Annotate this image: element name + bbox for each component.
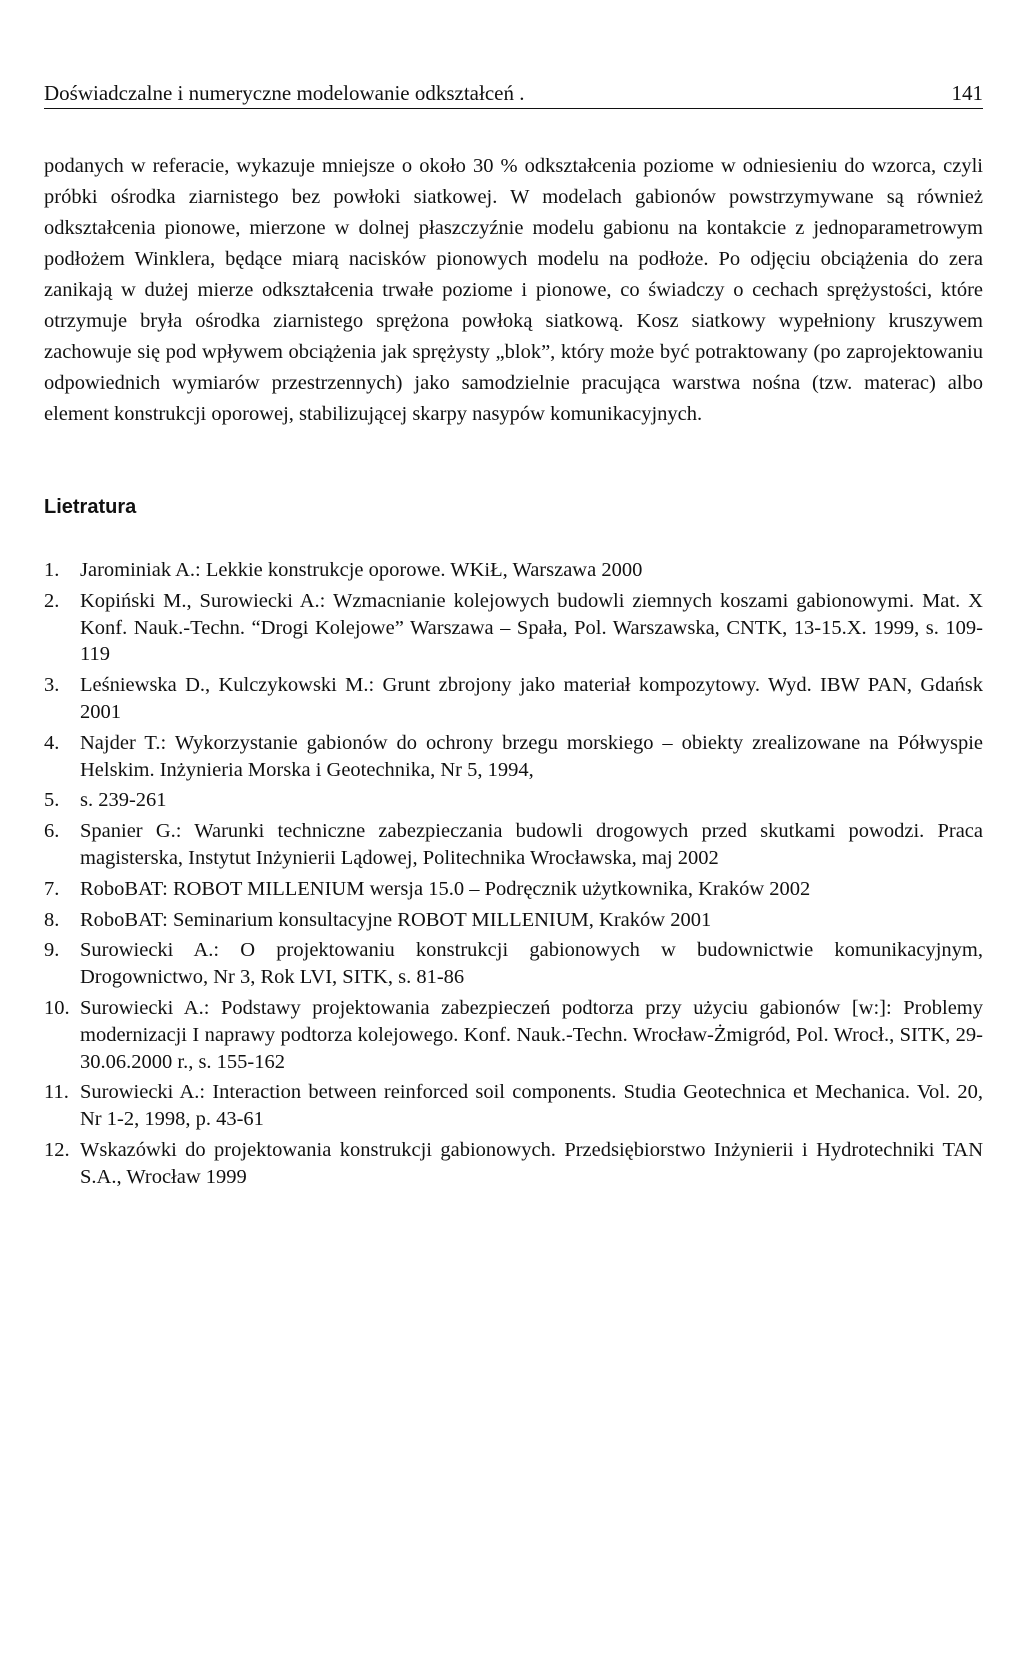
reference-item xyxy=(44,557,983,584)
reference-text: Surowiecki A.: Podstawy projektowania zabezpieczeń podtorza przy użyciu gabionów [w:]: Problemy modernizacji I naprawy podtorza kolejowego. Konf. Nauk.-Techn. Wrocław-Żmigród, Pol. Wrocł., SITK, 29-30.06.2000 r., s. 155-162 xyxy=(80,996,983,1073)
body-paragraph: podanych w referacie, wykazuje mniejsze o około 30 % odkształcenia poziome w odniesieniu do wzorca, czyli próbki ośrodka ziarnistego bez powłoki siatkowej. W modelach gabionów powstrzymywane są również odkształcenia pionowe, mierzone w dolnej płaszczyźnie modelu gabionu na kontakcie z jednoparametrowym podłożem Winklera, będące miarą nacisków pionowych modelu na podłoże. Po odjęciu obciążenia do zera zanikają w dużej mierze odkształcenia trwałe poziome i pionowe, co świadczy o cechach sprężystości, które otrzymuje bryła ośrodka ziarnistego sprężona powłoką siatkową. Kosz siatkowy wypełniony kruszywem zachowuje się pod wpływem obciążenia jak sprężysty „blok”, który może być potraktowany (po zaprojektowaniu odpowiednich wymiarów przestrzennych) jako samodzielnie pracująca warstwa nośna (tzw. materac) albo element konstrukcji oporowej, stabilizującej skarpy nasypów komunikacyjnych. xyxy=(44,155,983,425)
running-header xyxy=(44,80,983,109)
reference-list xyxy=(44,557,983,1191)
reference-number: 12. xyxy=(44,1138,70,1161)
reference-item xyxy=(44,672,983,726)
page-number: 141 xyxy=(951,81,983,105)
reference-item xyxy=(44,1137,983,1191)
reference-item xyxy=(44,818,983,872)
reference-text: Kopiński M., Surowiecki A.: Wzmacnianie kolejowych budowli ziemnych koszami gabionowymi. Mat. X Konf. Nauk.-Techn. “Drogi Kolejowe” Warszawa – Spała, Pol. Warszawska, CNTK, 13-15.X. 1999, s. 109-119 xyxy=(80,589,983,666)
reference-number: 5. xyxy=(44,789,60,812)
reference-item xyxy=(44,876,983,903)
reference-number: 9. xyxy=(44,939,60,962)
reference-text: RoboBAT: Seminarium konsultacyjne ROBOT MILLENIUM, Kraków 2001 xyxy=(80,908,712,931)
section-heading-literature: Lietratura xyxy=(44,496,137,518)
reference-number: 8. xyxy=(44,908,60,931)
reference-text: Leśniewska D., Kulczykowski M.: Grunt zbrojony jako materiał kompozytowy. Wyd. IBW PAN, Gdańsk 2001 xyxy=(80,674,983,723)
reference-text: Jarominiak A.: Lekkie konstrukcje oporowe. WKiŁ, Warszawa 2000 xyxy=(80,559,643,581)
reference-item xyxy=(44,907,983,934)
reference-item xyxy=(44,995,983,1075)
reference-text: Spanier G.: Warunki techniczne zabezpieczania budowli drogowych przed skutkami powodzi. Praca magisterska, Instytut Inżynierii Lądowej, Politechnika Wrocławska, maj 2002 xyxy=(80,820,983,869)
reference-number: 11. xyxy=(44,1081,69,1104)
reference-text: RoboBAT: ROBOT MILLENIUM wersja 15.0 – Podręcznik użytkownika, Kraków 2002 xyxy=(80,877,811,900)
running-header-title: Doświadczalne i numeryczne modelowanie odkształceń . xyxy=(44,81,525,105)
reference-item xyxy=(44,937,983,991)
reference-number: 7. xyxy=(44,877,60,900)
reference-number: 2. xyxy=(44,589,60,612)
reference-number: 10. xyxy=(44,996,70,1019)
reference-item xyxy=(44,588,983,668)
reference-text: Wskazówki do projektowania konstrukcji gabionowych. Przedsiębiorstwo Inżynierii i Hydrotechniki TAN S.A., Wrocław 1999 xyxy=(80,1138,983,1188)
reference-number: 4. xyxy=(44,731,60,754)
reference-text: Surowiecki A.: O projektowaniu konstrukcji gabionowych w budownictwie komunikacyjnym, Drogownictwo, Nr 3, Rok LVI, SITK, s. 81-86 xyxy=(80,939,983,989)
reference-text: Surowiecki A.: Interaction between reinforced soil components. Studia Geotechnica et Mechanica. Vol. 20, Nr 1-2, 1998, p. 43-61 xyxy=(80,1081,983,1131)
reference-number: 3. xyxy=(44,674,60,697)
reference-item xyxy=(44,1079,983,1133)
reference-item xyxy=(44,730,983,784)
reference-text: Najder T.: Wykorzystanie gabionów do ochrony brzegu morskiego – obiekty zrealizowane na Półwyspie Helskim. Inżynieria Morska i Geotechnika, Nr 5, 1994, xyxy=(80,731,983,781)
reference-item xyxy=(44,787,983,814)
reference-text: s. 239-261 xyxy=(80,789,167,812)
document-page xyxy=(44,80,983,1195)
reference-number: 1. xyxy=(44,559,60,581)
reference-number: 6. xyxy=(44,820,60,843)
